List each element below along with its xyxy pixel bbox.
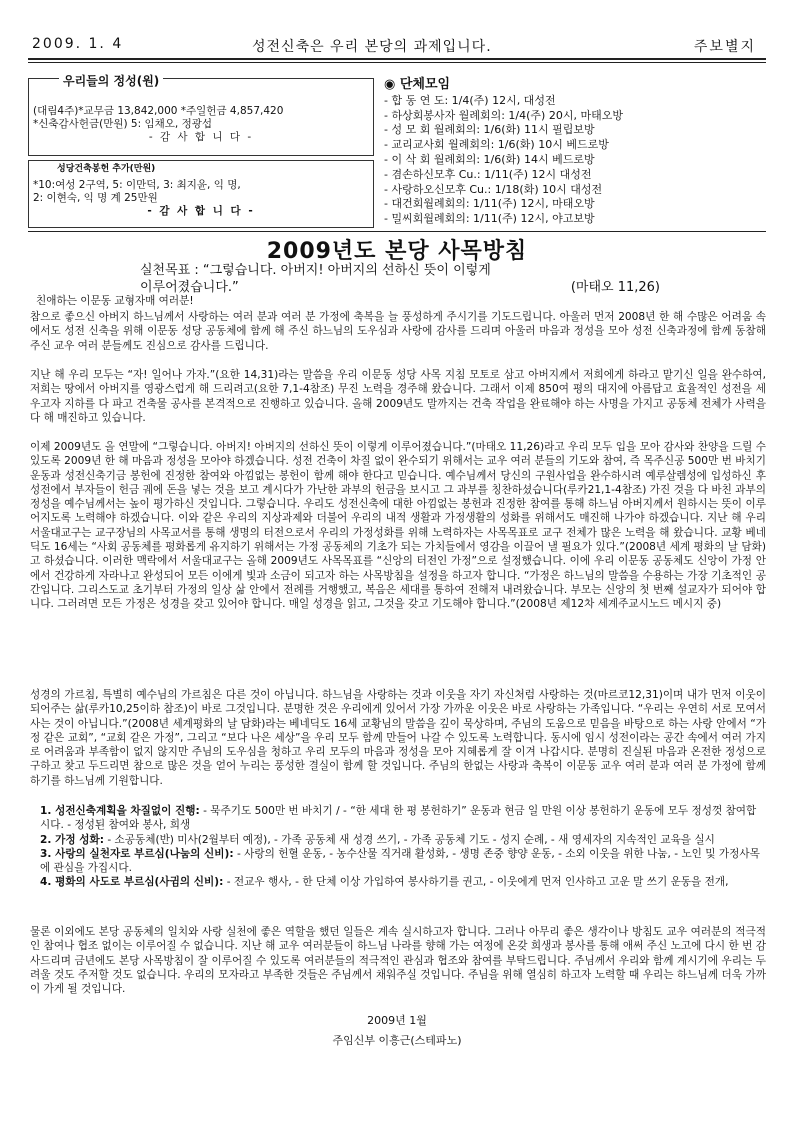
list-item-head: 4. 평화의 사도로 부르심(사귐의 신비): <box>40 876 224 889</box>
list-item <box>40 804 760 833</box>
list-item-text: - 묵주기도 500만 번 바치기 / - “한 세대 한 평 봉헌하기” 운동과 현금 일 만원 이상 봉헌하기 운동에 모두 정성껏 참여합시다. - 정성된 참여와 봉사, 희생 <box>40 805 757 832</box>
paragraph: 물론 이외에도 본당 공동체의 일치와 사랑 실천에 좋은 역할을 했던 일들은 계속 실시하고자 합니다. 그러나 아무리 좋은 생각이나 방침도 교우 여러분의 적극적인 참여나 협조 없이는 이루어질 수 없습니다. 지난 해 교우 여러분들이 하느님 나라를 향해 가는 여정에 온갖 희생과 봉사를 통해 애써 주신 노고에 다시 한 번 감사드리며 금년에도 본당 사목방침이 잘 이루어질 수 있도록 여러분들의 적극적인 관심과 협조와 참여를 부탁드립니다. 주님께서 우리와 함께 계시기에 우리는 두려울 것도 주저할 것도 없습니다. 우리의 모자라고 부족한 것들은 주님께서 채워주실 것입니다. 주님을 위해 열심히 하고자 노력할 때 우리는 하느님께 더욱 가까이 가게 될 것입니다. <box>30 926 766 996</box>
list-item-head: 3. 사랑의 실천자로 부르심(나눔의 신비): <box>40 847 234 860</box>
list-item <box>40 833 760 847</box>
group-meetings <box>384 78 774 227</box>
group-meeting-item: - 합 동 연 도: 1/4(주) 12시, 대성전 <box>384 93 556 107</box>
group-meeting-item: - 성 모 회 월례회의: 1/6(화) 11시 필립보방 <box>384 123 595 137</box>
group-meeting-item: - 밀씨회월례회의: 1/11(주) 12시, 야고보방 <box>384 212 595 226</box>
greeting: 친애하는 이문동 교형자매 여러분! <box>36 295 194 307</box>
paragraph: 지난 해 우리 모두는 “자! 일어나 가자.”(요한 14,31)라는 말씀을 우리 이문동 성당 사목 지침 모토로 삼고 아버지께서 저희에게 하라고 맡기신 일을 완수하여, 저희는 땅에서 아버지를 영광스럽게 해 드리려고(요한 7,1-4참조) 무진 노력을 경주해 왔습니다. 그래서 이제 850여 평의 대지에 아름답고 효율적인 성전을 세우고자 지하를 다 파고 건축물 공사를 본격적으로 진행하고 있습니다. 올해 2009년도 말까지는 건축 작업을 완료해야 하는 사명을 가지고 공동체 전체가 사력을 다 해 매진하고 있습니다. <box>30 369 766 424</box>
header-date: 2009. 1. 4 <box>32 36 124 52</box>
motto-line: 실천목표 : “그렇습니다. 아버지! 아버지의 선하신 뜻이 이렇게 <box>140 263 491 278</box>
paragraph: 이제 2009년도 올 연말에 “그렇습니다. 아버지! 아버지의 선하신 뜻이 이렇게 이루어졌습니다.”(마태오 11,26)라고 우리 모두 입을 모아 감사와 찬양을 드릴 수 있도록 2009년 한 해 마음과 정성을 모아야 하겠습니다. 성전 건축이 차질 없이 완수되기 위해서는 교우 여러 분들의 기도와 참여, 즉 목주신공 500만 번 바치기 운동과 성전신축기금 봉헌에 진정한 참여와 아낌없는 봉헌이 함께 해야 한다고 믿습니다. 예수님께서 당신의 구원사업을 완수하시려 예루살렘성에 입성하신 후 성전에서 부자들이 헌금 궤에 돈을 넣는 것을 보고 계시다가 가난한 과부의 헌금을 보시고 그 과부를 칭찬하셨습니다(루카21,1-4참조) 가진 것을 다 바친 과부의 정성을 예수님께서는 높이 평가하신 것입니다. 그렇습니다. 우리도 성전신축에 대한 아낌없는 봉헌과 진정한 참여를 통해 하느님 아버지께서 원하시는 뜻이 이루어지도록 노력해야 하겠습니다. 이와 같은 우리의 지상과제와 더불어 우리의 내적 생활과 가정생활의 성화를 위해서도 매진해 나가야 하겠습니다. 지난 해 우리 서울대교구는 교구장님의 사목교서를 통해 생명의 터전으로서 우리의 가정성화를 위해 노력하자는 사목목표로 교구 전체가 많은 노력을 해 왔습니다. 교황 베네딕도 16세는 “사회 공동체를 평화롭게 유지하기 위해서는 가정 공동체의 기초가 되는 가치들에서 영감을 이끌어 낼 필요가 있다.”(2008년 세계 평화의 날 담화)고 하셨습니다. 이러한 맥락에서 서울대교구는 올해 2009년도 사목목표를 “신앙의 터전인 가정”으로 설정했습니다. 이에 우리 이문동 공동체도 신앙이 가정 안에서 건강하게 자라나고 완성되어 모든 이에게 빛과 소금이 되고자 하는 사목방침을 설정을 하고자 합니다. “가정은 하느님의 말씀을 수용하는 가장 기초적인 공간입니다. 그리스도교 초기부터 가정의 일상 삶 안에서 전례를 거행했고, 복음은 세대를 통하여 전해져 내려왔습니다. 부모는 신앙의 첫 번째 설교자가 되어야 합니다. 그러려면 모든 가정은 성경을 갖고 있어야 합니다. 매일 성경을 읽고, 그것을 갖고 기도해야 합니다.”(2008년 제12차 세계주교시노드 메시지 중) <box>30 441 766 611</box>
offering-line: *신축감사헌금(만원) 5: 임채오, 정광섭 <box>33 118 213 130</box>
building-thanks: - 감 사 합 니 다 - <box>147 205 255 217</box>
section-divider <box>28 231 766 232</box>
closing-date: 2009년 1월 <box>367 1014 427 1027</box>
offering-title: 우리들의 정성(원) <box>59 75 163 88</box>
offering-line: (대림4주)*교무금 13,842,000 *주일헌금 4,857,420 <box>33 105 284 117</box>
building-title: 성당건축봉헌 추가(만원) <box>57 164 156 174</box>
building-line: 2: 이현숙, 익 명 계 25만원 <box>33 192 158 204</box>
list-item-text: - 소공동체(반) 미사(2월부터 예정), - 가족 공동체 새 성경 쓰기, - 가족 공동체 기도 - 성지 순례, - 새 영세자의 지속적인 교육을 실시 <box>103 833 715 846</box>
offering-thanks: - 감 사 합 니 다 - <box>148 131 254 143</box>
group-meeting-item: - 교리교사회 월례회의: 1/6(화) 10시 베드로방 <box>384 138 609 152</box>
header-divider <box>28 62 766 63</box>
group-meetings-title: ◉ 단체모임 <box>384 77 451 92</box>
main-title: 2009년도 본당 사목방침 <box>266 239 528 264</box>
offering-box <box>28 74 374 156</box>
group-meeting-item: - 사랑하오신모후 Cu.: 1/18(화) 10시 대성전 <box>384 182 603 196</box>
motto-line: 이루어졌습니다.” <box>140 280 239 295</box>
list-item <box>40 847 760 876</box>
list-item <box>40 875 760 889</box>
list-item-text: - 사랑의 헌혈 운동, - 농수산물 직거래 활성화, - 생명 존중 향양 운동, - 소외 이웃을 위한 나눔, - 노인 및 가정사목에 관심을 가집시다. <box>40 847 760 875</box>
pastoral-plan-list <box>40 804 760 890</box>
header-title: 성전신축은 우리 본당의 과제입니다. <box>252 39 492 55</box>
motto <box>140 262 660 296</box>
list-item-head: 2. 가정 성화: <box>40 833 104 846</box>
building-donation-box <box>28 160 374 228</box>
signature: 주임신부 이흥근(스테파노) <box>332 1034 462 1047</box>
list-item-text: - 전교우 행사, - 한 단체 이상 가입하여 봉사하기를 권고, - 이웃에게 먼저 인사하고 고운 말 쓰기 운동을 전개, <box>223 876 729 889</box>
motto-reference: (마태오 11,26) <box>570 280 660 295</box>
group-meeting-item: - 대건회월례회의: 1/11(주) 12시, 마태오방 <box>384 197 595 211</box>
list-item-head: 1. 성전신축계획을 차질없이 진행: <box>40 805 200 817</box>
paragraph: 성경의 가르침, 특별히 예수님의 가르침은 다른 것이 아닙니다. 하느님을 사랑하는 것과 이웃을 자기 자신처럼 사랑하는 것(마르코12,31)이며 내가 먼저 이웃이 되어주는 삶(루카10,25이하 참조)이 바로 그것입니다. 분명한 것은 우리에게 있어서 가장 가까운 이웃은 바로 사랑하는 가족입니다. “우리는 우연히 서로 모여서 사는 것이 아닙니다.”(2008년 세계평화의 날 담화)라는 베네딕도 16세 교황님의 말씀을 깊이 묵상하며, 주님의 도움으로 믿음을 바탕으로 하는 사랑 안에서 “가정 같은 교회”, “교회 같은 가정”, 그리고 “보다 나은 세상”을 우리 모두 함께 만들어 나갈 수 있도록 노력합니다. 동시에 임시 성전이라는 공간 속에서 여러 가지로 어려움과 부족함이 없지 않지만 주님의 도우심을 청하고 우리 모두의 마음과 정성을 모아 지혜롭게 잘 이겨 나갑시다. 분명히 진실된 마음과 온전한 정성으로 구하고 찾고 두드리면 참으로 많은 것을 얻어 누리는 풍성한 결실이 함께 할 것입니다. 주님의 한없는 사랑과 축복이 이문동 교우 여러 분과 여러 분 가정에 함께하기를 하느님께 기원합니다. <box>30 689 766 787</box>
building-line: *10:여성 2구역, 5: 이만덕, 3: 최지윤, 익 명, <box>33 179 241 191</box>
header-tag: 주보별지 <box>693 39 756 55</box>
paragraph: 참으로 좋으신 아버지 하느님께서 사랑하는 여러 분과 여러 분 가정에 축복을 늘 풍성하게 주시기를 기도드립니다. 아울러 먼저 2008년 한 해 수많은 어려움 속에서도 성전 신축을 위해 이문동 성당 공동체에 함께 해 주신 하느님의 도우심과 사랑에 감사를 드리며 아울러 마음과 정성을 모아 성전 신축과정에 함께 동참해 주신 교우 여러 분들께도 진심으로 감사를 드립니다. <box>30 311 766 352</box>
group-meeting-item: - 이 삭 회 월례회의: 1/6(화) 14시 베드로방 <box>384 152 595 166</box>
group-meeting-item: - 하상회봉사자 월례회의: 1/4(주) 20시, 마태오방 <box>384 108 623 122</box>
page-header <box>28 36 766 60</box>
group-meeting-item: - 겸손하신모후 Cu.: 1/11(주) 12시 대성전 <box>384 167 592 181</box>
